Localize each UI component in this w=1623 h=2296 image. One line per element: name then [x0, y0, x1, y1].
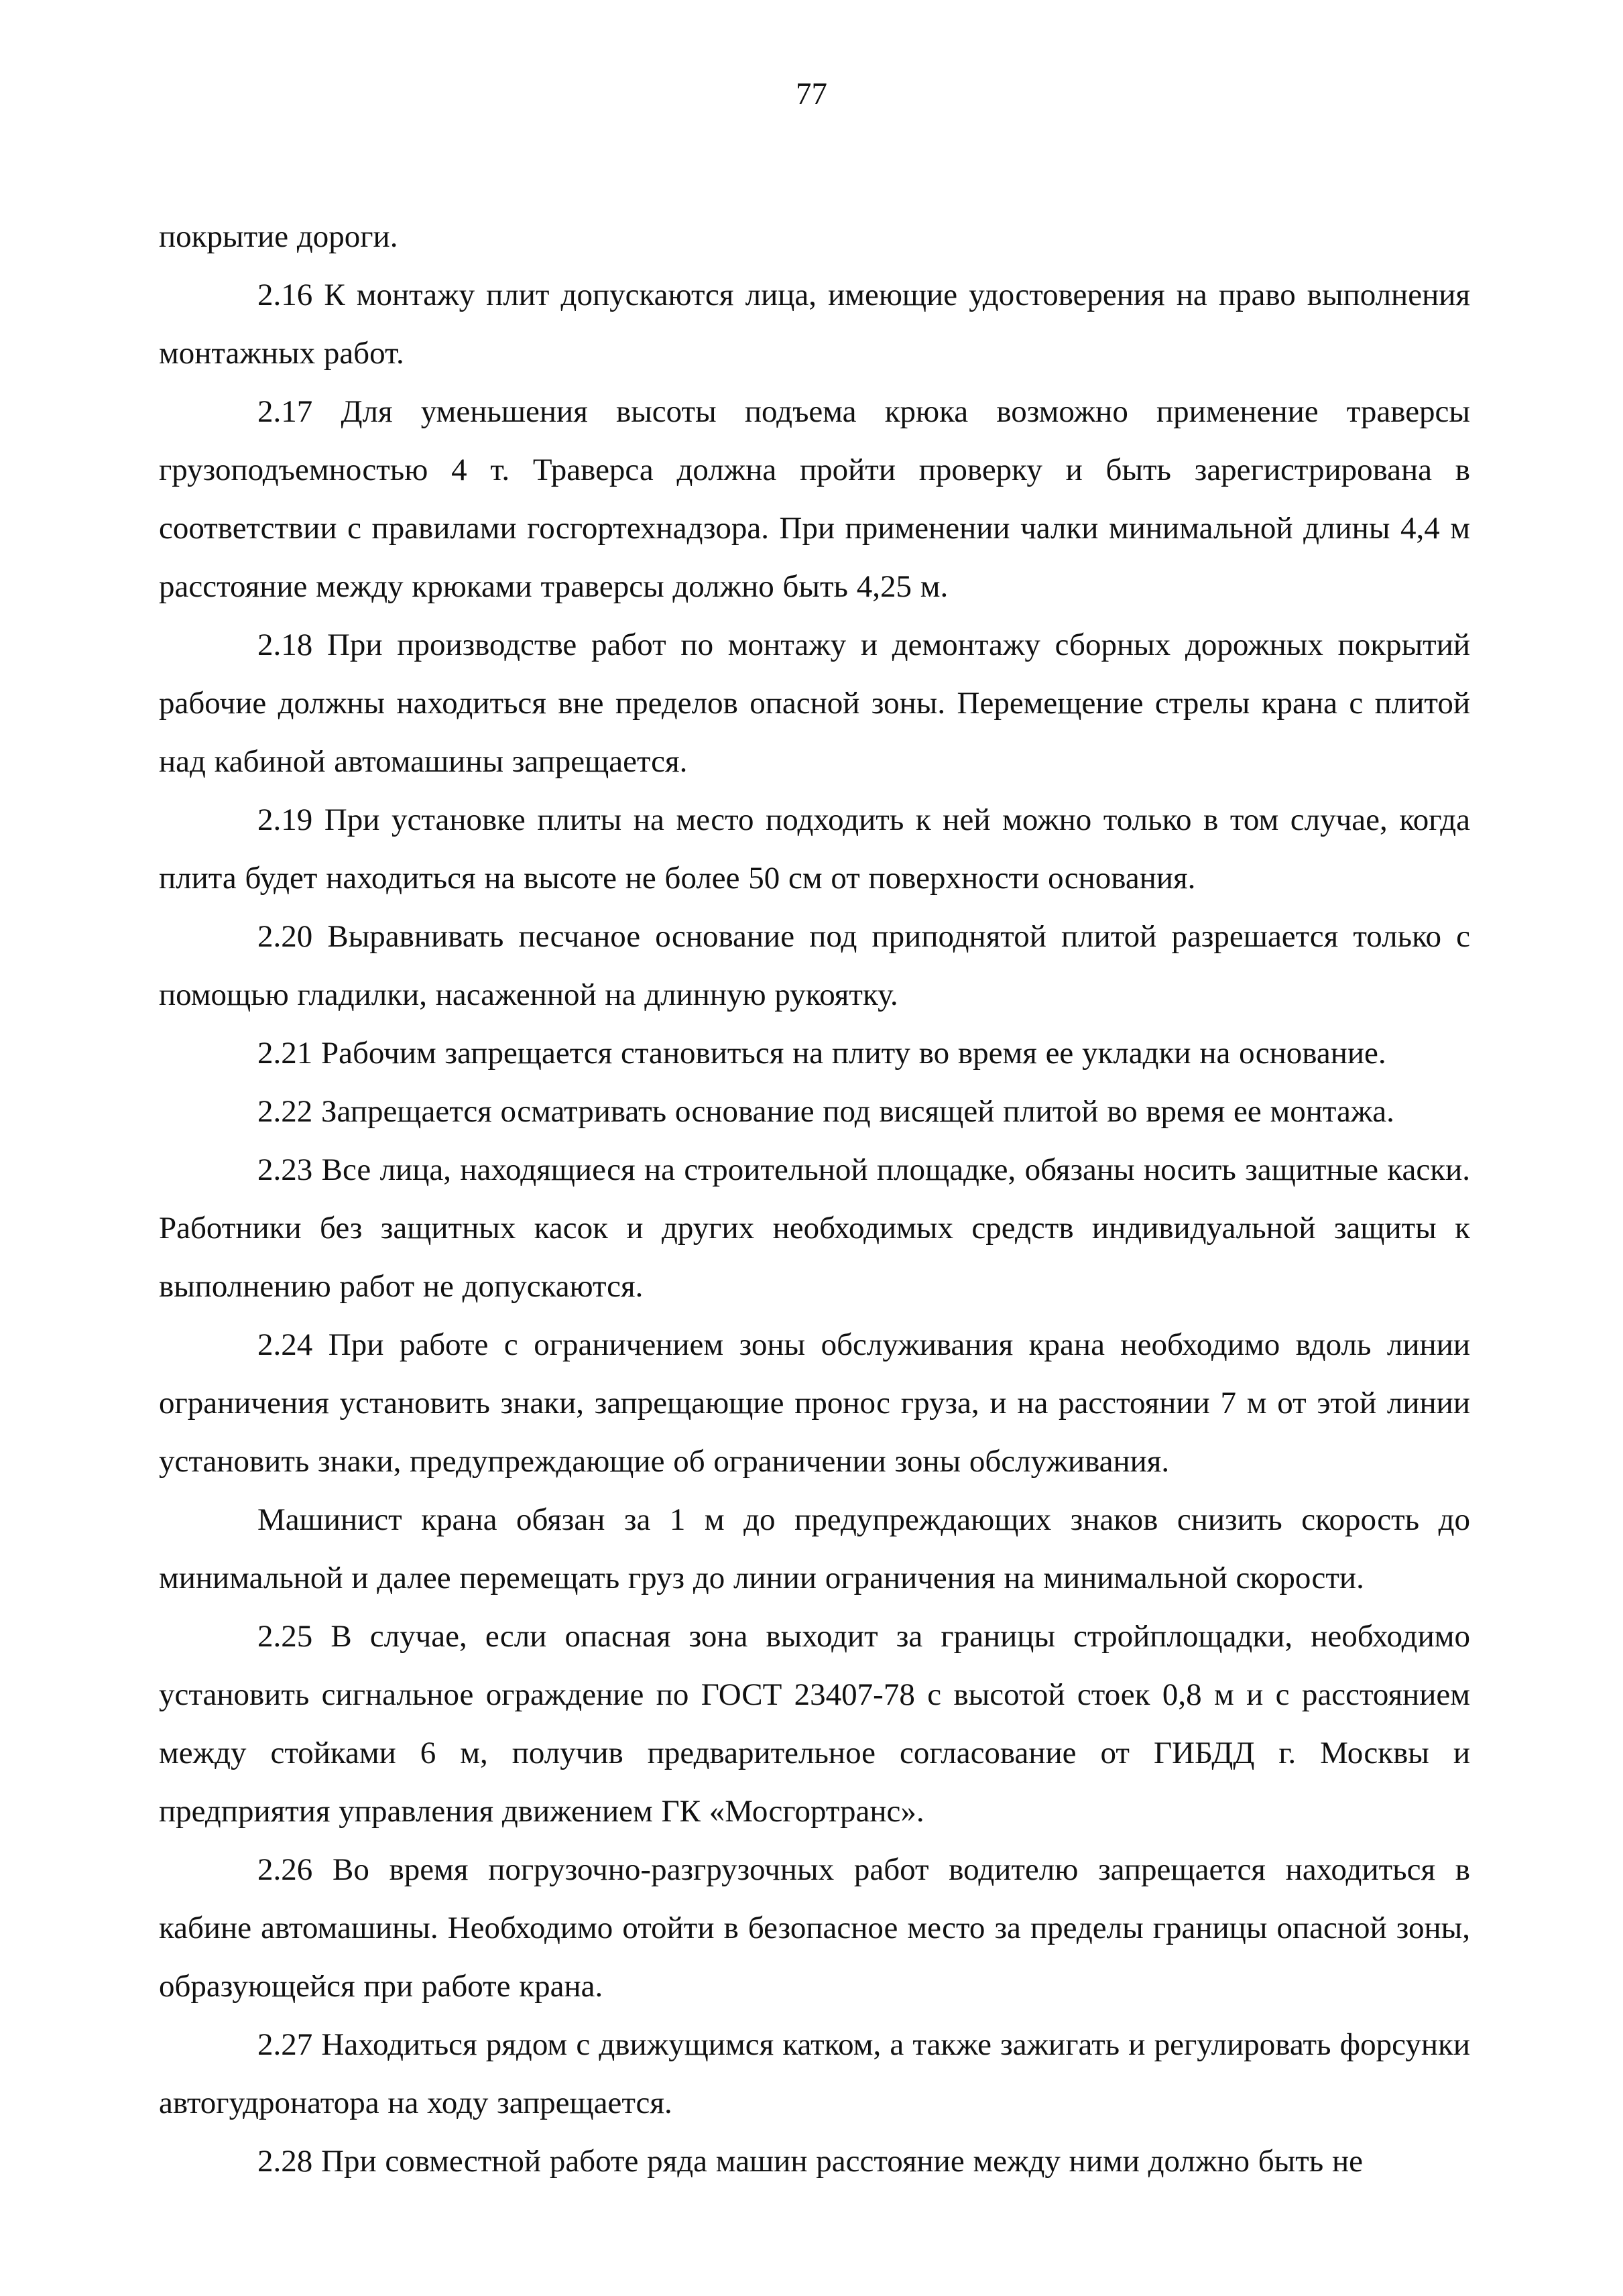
- paragraph-2-17: 2.17 Для уменьшения высоты подъема крюка возможно применение траверсы грузоподъемностью 4 т. Траверса должна пройти проверку и быть зарегистрирована в соответствии с правилами госгортехнадзора. При применении чалки минимальной длины 4,4 м расстояние между крюками траверсы должно быть 4,25 м.: [159, 394, 1470, 604]
- paragraph-2-20: 2.20 Выравнивать песчаное основание под приподнятой плитой разрешается только с помощью гладилки, насаженной на длинную рукоятку.: [159, 919, 1470, 1012]
- page-number: 77: [796, 76, 827, 111]
- paragraph-2-26: 2.26 Во время погрузочно-разгрузочных работ водителю запрещается находиться в кабине автомашины. Необходимо отойти в безопасное место за пределы границы опасной зоны, образующейся при работе крана.: [159, 1852, 1470, 2004]
- paragraph-2-27: 2.27 Находиться рядом с движущимся катком, а также зажигать и регулировать форсунки автогудронатора на ходу запрещается.: [159, 2027, 1470, 2120]
- paragraph-2-23: 2.23 Все лица, находящиеся на строительной площадке, обязаны носить защитные каски. Работники без защитных касок и других необходимых средств индивидуальной защиты к выполнению работ не допускаются.: [159, 1152, 1470, 1304]
- paragraph-2-18: 2.18 При производстве работ по монтажу и демонтажу сборных дорожных покрытий рабочие должны находиться вне пределов опасной зоны. Перемещение стрелы крана с плитой над кабиной автомашины запрещается.: [159, 627, 1470, 779]
- paragraph-2-25: 2.25 В случае, если опасная зона выходит за границы стройплощадки, необходимо установить сигнальное ограждение по ГОСТ 23407-78 с высотой стоек 0,8 м и с расстоянием между стойками 6 м, получив предварительное согласование от ГИБДД г. Москвы и предприятия управления движением ГК «Мосгортранс».: [159, 1619, 1470, 1829]
- document-body: [159, 208, 1470, 2191]
- paragraph-2-24: 2.24 При работе с ограничением зоны обслуживания крана необходимо вдоль линии ограничения установить знаки, запрещающие пронос груза, и на расстоянии 7 м от этой линии установить знаки, предупреждающие об ограничении зоны обслуживания.: [159, 1327, 1470, 1479]
- paragraph-2-21: 2.21 Рабочим запрещается становиться на плиту во время ее укладки на основание.: [257, 1036, 1386, 1071]
- paragraph-2-28: 2.28 При совместной работе ряда машин расстояние между ними должно быть не: [257, 2144, 1363, 2179]
- paragraph-2-19: 2.19 При установке плиты на место подходить к ней можно только в том случае, когда плита будет находиться на высоте не более 50 см от поверхности основания.: [159, 802, 1470, 896]
- paragraph-2-16: 2.16 К монтажу плит допускаются лица, имеющие удостоверения на право выполнения монтажных работ.: [159, 278, 1470, 371]
- paragraph-crane-operator: Машинист крана обязан за 1 м до предупреждающих знаков снизить скорость до минимальной и далее перемещать груз до линии ограничения на минимальной скорости.: [159, 1502, 1470, 1595]
- paragraph-continuation: покрытие дороги.: [159, 219, 398, 254]
- paragraph-2-22: 2.22 Запрещается осматривать основание под висящей плитой во время ее монтажа.: [257, 1094, 1394, 1129]
